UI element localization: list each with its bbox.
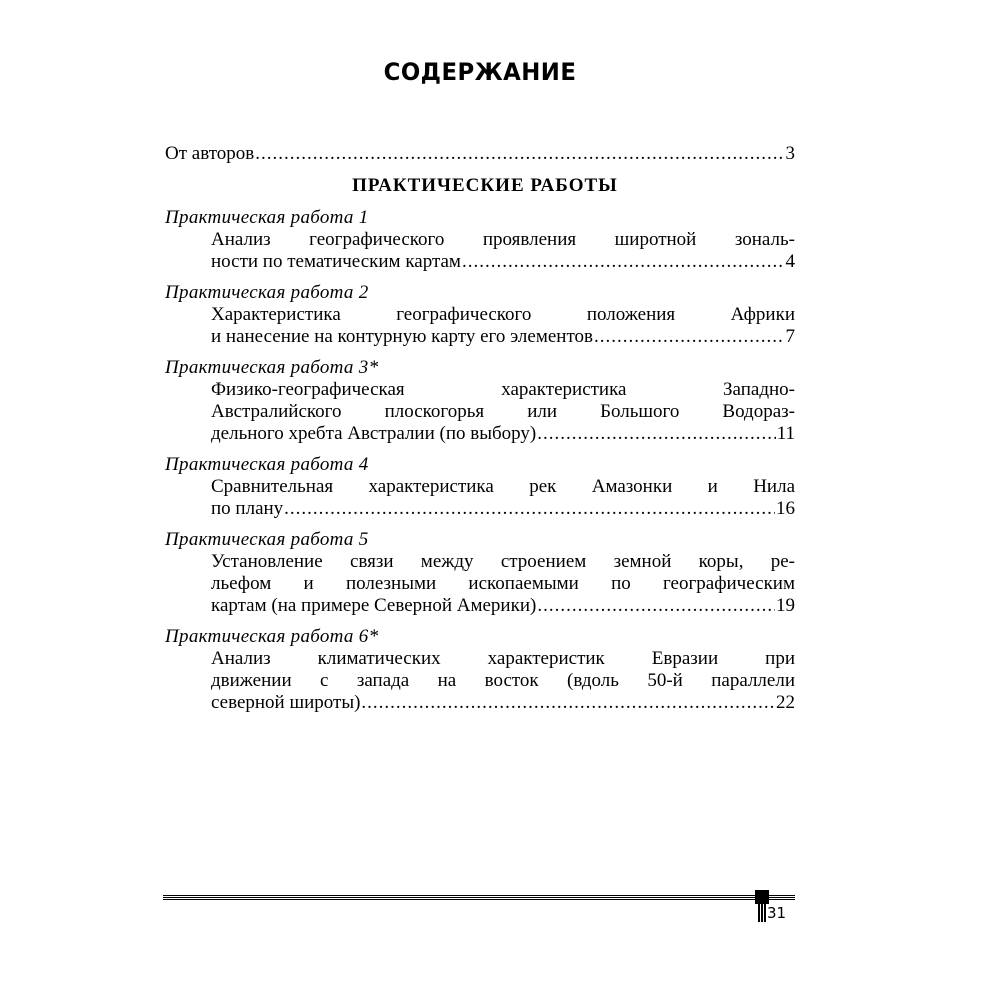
- intro-label: От авторов: [165, 143, 255, 164]
- toc-entry[interactable]: [165, 282, 795, 348]
- work-label: Практическая работа 6*: [165, 626, 379, 647]
- works-list: [165, 207, 795, 714]
- work-title: [165, 229, 795, 273]
- work-label: Практическая работа 1: [165, 207, 369, 228]
- work-title-line: дельного хребта Австралии (по выбору): [211, 423, 537, 444]
- dot-leader: [284, 498, 775, 520]
- dot-leader: [537, 423, 775, 445]
- toc-entry-intro[interactable]: [165, 143, 795, 165]
- footer-marker-square: [755, 890, 769, 904]
- work-title-line: и нанесение на контурную карту его элементов: [211, 326, 593, 347]
- toc-entry[interactable]: [165, 626, 795, 714]
- dot-leader: [537, 595, 775, 617]
- toc-entry[interactable]: [165, 529, 795, 617]
- work-page-number: 7: [785, 326, 795, 347]
- work-title-line: ности по тематическим картам: [211, 251, 461, 272]
- work-title-last-line: [211, 423, 795, 445]
- work-title-last-line: [211, 595, 795, 617]
- work-title-line: Австралийского плоскогорья или Большого Водораз-: [211, 401, 795, 422]
- dot-leader: [361, 692, 775, 714]
- work-title-line: Анализ географического проявления широтной зональ-: [211, 229, 795, 250]
- page-folio-number: 31: [767, 904, 787, 922]
- page-title: СОДЕРЖАНИЕ: [383, 58, 577, 86]
- work-page-number: 11: [776, 423, 795, 444]
- footer-marker-stem: [758, 904, 766, 922]
- work-label: Практическая работа 3*: [165, 357, 379, 378]
- work-title: [165, 379, 795, 445]
- intro-page-number: 3: [785, 143, 795, 164]
- work-page-number: 22: [776, 692, 795, 713]
- work-label: Практическая работа 2: [165, 282, 369, 303]
- work-label: Практическая работа 5: [165, 529, 369, 550]
- footer-rule: [163, 888, 795, 908]
- toc-entry[interactable]: [165, 454, 795, 520]
- dot-leader: [255, 143, 784, 165]
- work-title-line: Анализ климатических характеристик Евразии при: [211, 648, 795, 669]
- work-title-line: по плану: [211, 498, 284, 519]
- work-label: Практическая работа 4: [165, 454, 369, 475]
- work-title-line: северной широты): [211, 692, 361, 713]
- work-title-line: льефом и полезными ископаемыми по географическим: [211, 573, 795, 594]
- work-title-line: Сравнительная характеристика рек Амазонки и Нила: [211, 476, 795, 497]
- work-title-line: Установление связи между строением земной коры, ре-: [211, 551, 795, 572]
- work-title-last-line: [211, 326, 795, 348]
- work-title-line: Физико-географическая характеристика Западно-: [211, 379, 795, 400]
- work-title-last-line: [211, 692, 795, 714]
- table-of-contents: [165, 143, 795, 723]
- work-page-number: 19: [776, 595, 795, 616]
- toc-entry[interactable]: [165, 357, 795, 445]
- work-title-line: Характеристика географического положения Африки: [211, 304, 795, 325]
- work-page-number: 16: [776, 498, 795, 519]
- toc-entry[interactable]: [165, 207, 795, 273]
- section-heading: ПРАКТИЧЕСКИЕ РАБОТЫ: [352, 175, 618, 196]
- work-title: [165, 648, 795, 714]
- dot-leader: [462, 251, 785, 273]
- dot-leader: [594, 326, 785, 348]
- work-title-line: движении с запада на восток (вдоль 50-й параллели: [211, 670, 795, 691]
- work-title: [165, 551, 795, 617]
- footer-rule-lines: [163, 895, 795, 900]
- work-title-last-line: [211, 498, 795, 520]
- work-title-line: картам (на примере Северной Америки): [211, 595, 537, 616]
- work-title: [165, 304, 795, 348]
- work-title: [165, 476, 795, 520]
- work-page-number: 4: [785, 251, 795, 272]
- work-title-last-line: [211, 251, 795, 273]
